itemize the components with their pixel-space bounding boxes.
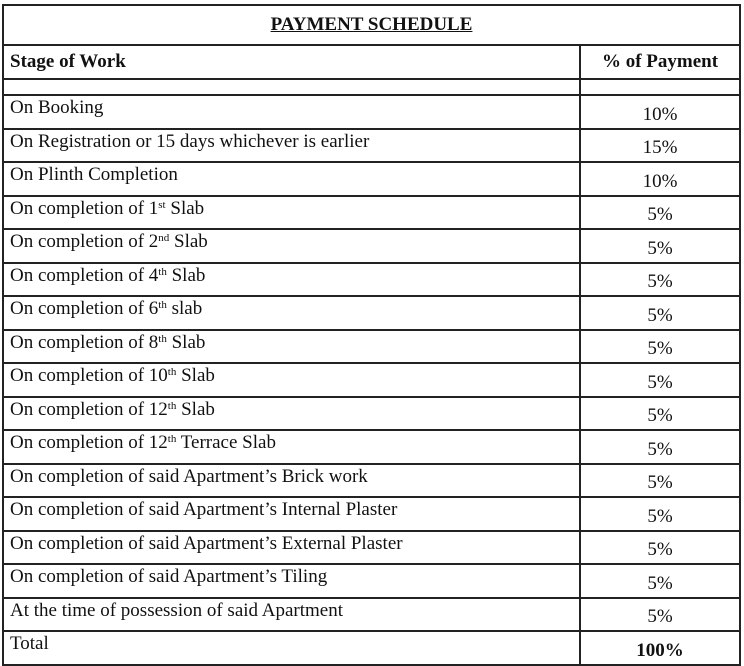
percent-cell: 5% bbox=[580, 363, 740, 397]
stage-text-suffix: slab bbox=[166, 298, 203, 319]
percent-cell: 5% bbox=[580, 564, 740, 598]
percent-cell: 5% bbox=[580, 229, 740, 263]
header-row bbox=[3, 45, 740, 79]
stage-text-suffix: Slab bbox=[169, 231, 208, 252]
stage-cell bbox=[3, 162, 580, 196]
table-row bbox=[3, 497, 740, 531]
ordinal-suffix: th bbox=[167, 433, 177, 445]
table-row bbox=[3, 162, 740, 196]
table-row bbox=[3, 129, 740, 163]
percent-cell: 10% bbox=[580, 95, 740, 129]
stage-text-suffix: Terrace Slab bbox=[176, 432, 276, 453]
stage-text: On completion of 12 bbox=[10, 398, 168, 420]
table-row bbox=[3, 196, 740, 230]
table-row bbox=[3, 430, 740, 464]
table-row bbox=[3, 229, 740, 263]
stage-text: On Registration or 15 days whichever is earlier bbox=[10, 130, 370, 152]
percent-cell: 5% bbox=[580, 296, 740, 330]
stage-cell bbox=[3, 330, 580, 364]
percent-cell: 5% bbox=[580, 397, 740, 431]
table-row bbox=[3, 363, 740, 397]
stage-text: On completion of 1 bbox=[10, 197, 159, 219]
stage-cell bbox=[3, 129, 580, 163]
stage-text: On completion of said Apartment’s Brick work bbox=[10, 465, 368, 487]
stage-text: On completion of 4 bbox=[10, 264, 159, 286]
stage-text: On Plinth Completion bbox=[10, 164, 178, 185]
stage-text-suffix: Slab bbox=[166, 331, 206, 353]
stage-text-suffix: Slab bbox=[176, 365, 215, 386]
table-row bbox=[3, 531, 740, 565]
total-row bbox=[3, 631, 740, 665]
percent-cell: 5% bbox=[580, 598, 740, 632]
ordinal-suffix: th bbox=[158, 332, 167, 345]
blank-row bbox=[3, 79, 740, 95]
table-row bbox=[3, 95, 740, 129]
stage-text: On completion of 10 bbox=[10, 365, 168, 386]
stage-text: On completion of said Apartment’s External Plaster bbox=[10, 532, 403, 554]
ordinal-suffix: th bbox=[158, 265, 167, 278]
stage-cell bbox=[3, 598, 580, 632]
table-row bbox=[3, 598, 740, 632]
ordinal-suffix: st bbox=[158, 198, 166, 211]
ordinal-suffix: nd bbox=[158, 232, 170, 244]
percent-cell: 5% bbox=[580, 430, 740, 464]
stage-text: On Booking bbox=[10, 97, 104, 118]
table-row bbox=[3, 296, 740, 330]
percent-cell: 5% bbox=[580, 263, 740, 297]
total-percent: 100% bbox=[580, 631, 740, 665]
stage-text: On completion of 12 bbox=[10, 432, 168, 453]
stage-cell bbox=[3, 564, 580, 598]
stage-cell bbox=[3, 497, 580, 531]
stage-text-suffix: Slab bbox=[166, 264, 206, 286]
stage-text: On completion of 6 bbox=[10, 298, 159, 319]
stage-cell bbox=[3, 229, 580, 263]
ordinal-suffix: th bbox=[158, 299, 167, 311]
table-row bbox=[3, 564, 740, 598]
header-percent: % of Payment bbox=[580, 45, 740, 79]
stage-cell bbox=[3, 363, 580, 397]
percent-cell: 15% bbox=[580, 129, 740, 163]
table-title-cell bbox=[3, 5, 740, 45]
stage-text: On completion of said Apartment’s Tiling bbox=[10, 566, 328, 587]
stage-cell bbox=[3, 296, 580, 330]
stage-text-suffix: Slab bbox=[165, 197, 205, 219]
table-row bbox=[3, 397, 740, 431]
total-label: Total bbox=[3, 631, 580, 665]
blank-cell bbox=[580, 79, 740, 95]
stage-text: On completion of 2 bbox=[10, 231, 159, 252]
percent-cell: 5% bbox=[580, 196, 740, 230]
ordinal-suffix: th bbox=[167, 366, 177, 378]
stage-cell bbox=[3, 263, 580, 297]
header-stage: Stage of Work bbox=[3, 45, 580, 79]
stage-text-suffix: Slab bbox=[176, 398, 215, 420]
table-row bbox=[3, 263, 740, 297]
stage-text: On completion of said Apartment’s Internal Plaster bbox=[10, 499, 398, 520]
percent-cell: 5% bbox=[580, 531, 740, 565]
stage-cell bbox=[3, 196, 580, 230]
payment-schedule-table bbox=[2, 4, 741, 666]
table-title: PAYMENT SCHEDULE bbox=[270, 13, 473, 35]
ordinal-suffix: th bbox=[167, 399, 177, 412]
payment-schedule bbox=[2, 4, 739, 666]
stage-cell bbox=[3, 95, 580, 129]
stage-text: At the time of possession of said Apartment bbox=[10, 599, 343, 621]
table-row bbox=[3, 464, 740, 498]
title-row bbox=[3, 5, 740, 45]
blank-cell bbox=[3, 79, 580, 95]
stage-cell bbox=[3, 464, 580, 498]
stage-text: On completion of 8 bbox=[10, 331, 159, 353]
stage-cell bbox=[3, 397, 580, 431]
table-row bbox=[3, 330, 740, 364]
stage-cell bbox=[3, 430, 580, 464]
stage-cell bbox=[3, 531, 580, 565]
percent-cell: 10% bbox=[580, 162, 740, 196]
percent-cell: 5% bbox=[580, 330, 740, 364]
percent-cell: 5% bbox=[580, 497, 740, 531]
percent-cell: 5% bbox=[580, 464, 740, 498]
